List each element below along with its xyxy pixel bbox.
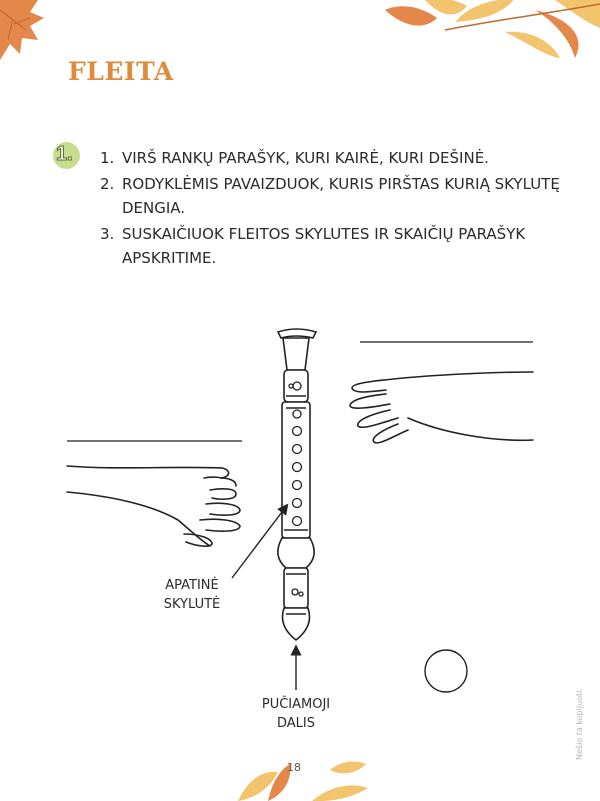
left-hand-illustration <box>67 466 240 546</box>
instruction-number: 3. <box>100 225 115 243</box>
instruction-text: VIRŠ RANKŲ PARAŠYK, KURI KAIRĖ, KURI DEŠINĖ. <box>122 149 489 167</box>
right-hand-illustration <box>350 372 533 443</box>
side-note: Nešio ta kopijuoti. <box>575 688 584 760</box>
instruction-text: RODYKLĖMIS PAVAIZDUOK, KURIS PIRŠTAS KURIĄ SKYLUTĘ DENGIA. <box>122 175 560 217</box>
mouthpiece-label-line1: PUČIAMOJI <box>261 697 331 712</box>
page-number: 18 <box>287 761 301 774</box>
leaf-branch-icon <box>238 762 368 801</box>
page-title: FLEITA <box>68 57 174 86</box>
task-number: 1. <box>56 143 73 165</box>
answer-circle <box>425 650 467 692</box>
bottom-hole-label-line2: SKYLUTĖ <box>163 597 221 612</box>
bottom-hole-label-line1: APATINĖ <box>165 578 219 593</box>
instruction-number: 1. <box>100 149 115 167</box>
instruction-number: 2. <box>100 175 115 193</box>
instruction-text: SUSKAIČIUOK FLEITOS SKYLUTES IR SKAIČIŲ PARAŠYK APSKRITIME. <box>122 225 526 267</box>
mouthpiece-label-line2: DALIS <box>276 716 315 731</box>
mouthpiece-label <box>250 695 342 733</box>
bottom-hole-label <box>152 576 232 614</box>
bottom-hole-arrow <box>232 508 285 578</box>
